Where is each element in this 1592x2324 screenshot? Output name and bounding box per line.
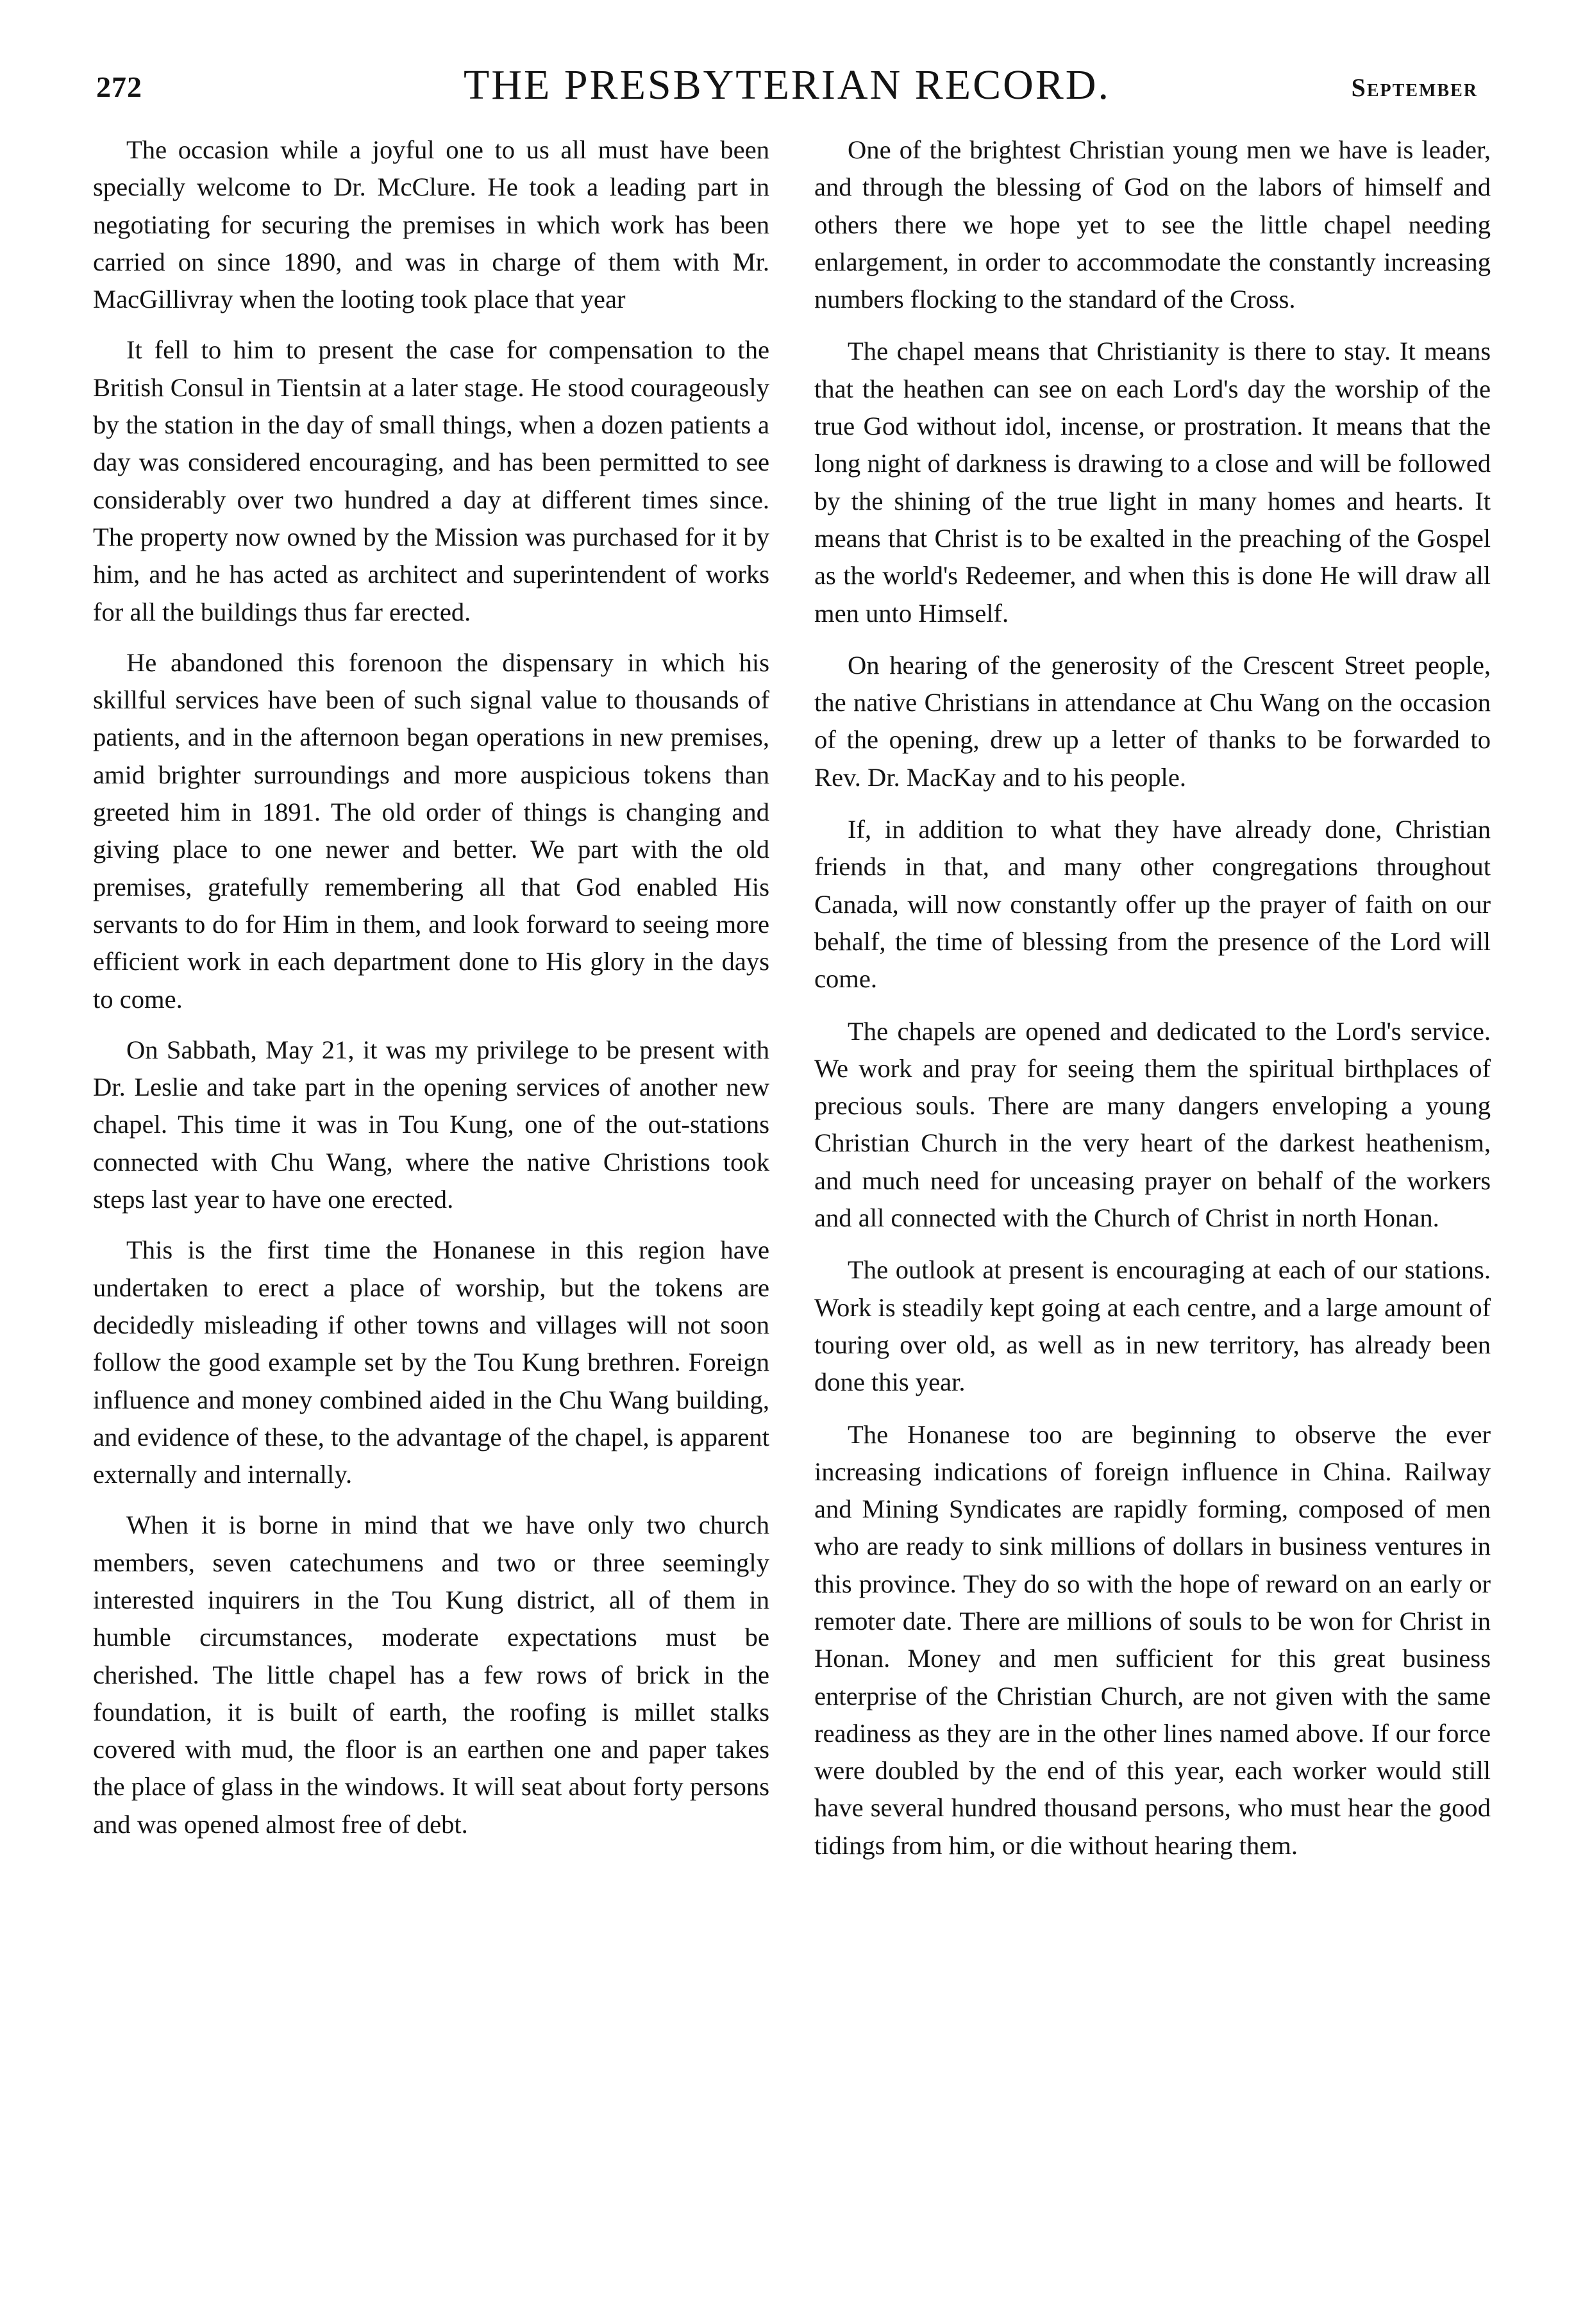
journal-title: THE PRESBYTERIAN RECORD. [464, 62, 1110, 108]
paragraph: The occasion while a joyful one to us all must have been specially welcome to Dr. McClure. He took a leading part in negotiating for securing the premises in which work has been carried on since 1890, and was in charge of them with Mr. MacGillivray when the looting took place that year [93, 135, 769, 314]
paragraph: When it is borne in mind that we have only two church members, seven catechumens and two or three seemingly interested inquirers in the Tou Kung district, all of them in humble circumstances, moderate expectations must be cherished. The little chapel has a few rows of brick in the foundation, it is built of earth, the roofing is millet stalks covered with mud, the floor is an earthen one and paper takes the place of glass in the windows. It will seat about forty persons and was opened almost free of debt. [93, 1510, 769, 1839]
paragraph: It fell to him to present the case for compensation to the British Consul in Tientsin at a later stage. He stood courageously by the station in the day of small things, when a dozen patients a day was considered encouraging, and has been permitted to see considerably over two hundred a day at different times since. The property now owned by the Mission was purchased for it by him, and he has acted as architect and superintendent of works for all the buildings thus far erected. [93, 335, 769, 626]
running-header [96, 61, 1478, 119]
paragraph: The chapel means that Christianity is there to stay. It means that the heathen can see on each Lord's day the worship of the true God without idol, incense, or prostration. It means that the long night of darkness is drawing to a close and will be followed by the shining of the true light in many homes and hearts. It means that Christ is to be exalted in the preaching of the Gospel as the world's Redeemer, and when this is done He will draw all men unto Himself. [814, 337, 1491, 628]
paragraph: The Honanese too are beginning to observe the ever increasing indications of foreign influence in China. Railway and Mining Syndicates are rapidly forming, composed of men who are ready to sink millions of dollars in business ventures in this province. They do so with the hope of reward on an early or remoter date. There are millions of souls to be won for Christ in Honan. Money and men sufficient for this great business enterprise of the Christian Church, are not given with the same readiness as they are in the other lines named above. If our force were doubled by the end of this year, each worker would still have several hundred thousand persons, who must hear the good tidings from him, or die without hearing them. [814, 1419, 1491, 1860]
paragraph: He abandoned this forenoon the dispensary in which his skillful services have been of such signal value to thousands of patients, and in the afternoon began operations in new premises, amid brighter surroundings and more auspicious tokens than greeted him in 1891. The old order of things is changing and giving place to one newer and better. We part with the old premises, gratefully remembering all that God enabled His servants to do for Him in them, and look forward to seeing more efficient work in each department done to His glory in the days to come. [93, 648, 769, 1014]
paragraph: This is the first time the Honanese in this region have undertaken to erect a place of worship, but the tokens are decidedly misleading if other towns and villages will not soon follow the good example set by the Tou Kung brethren. Foreign influence and money combined aided in the Chu Wang building, and evidence of these, to the advantage of the chapel, is apparent externally and internally. [93, 1235, 769, 1489]
paragraph: On hearing of the generosity of the Crescent Street people, the native Christians in attendance at Chu Wang on the occasion of the opening, drew up a letter of thanks to be forwarded to Rev. Dr. MacKay and to his people. [814, 650, 1491, 792]
paragraph: The outlook at present is encouraging at each of our stations. Work is steadily kept going at each centre, and a large amount of touring over old, as well as in new territory, has already been done this year. [814, 1255, 1491, 1397]
paragraph: The chapels are opened and dedicated to the Lord's service. We work and pray for seeing them the spiritual birthplaces of precious souls. There are many dangers enveloping a young Christian Church in the very heart of the darkest heathenism, and much need for unceasing prayer on behalf of the workers and all connected with the Church of Christ in north Honan. [814, 1016, 1491, 1233]
left-column [93, 131, 769, 1857]
page-number: 272 [96, 71, 142, 103]
paragraph: If, in addition to what they have already done, Christian friends in that, and many other congregations throughout Canada, will now constantly offer up the prayer of faith on our behalf, the time of blessing from the presence of the Lord will come. [814, 815, 1491, 994]
paragraph: On Sabbath, May 21, it was my privilege to be present with Dr. Leslie and take part in the opening services of another new chapel. This time it was in Tou Kung, one of the out-stations connected with Chu Wang, where the native Christions took steps last year to have one erected. [93, 1035, 769, 1214]
paragraph: One of the brightest Christian young men we have is leader, and through the blessing of God on the labors of himself and others there we hope yet to see the little chapel needing enlargement, in order to accommodate the constantly increasing numbers flocking to the standard of the Cross. [814, 135, 1491, 314]
issue-month: September [1351, 73, 1478, 102]
right-column [814, 131, 1491, 1879]
